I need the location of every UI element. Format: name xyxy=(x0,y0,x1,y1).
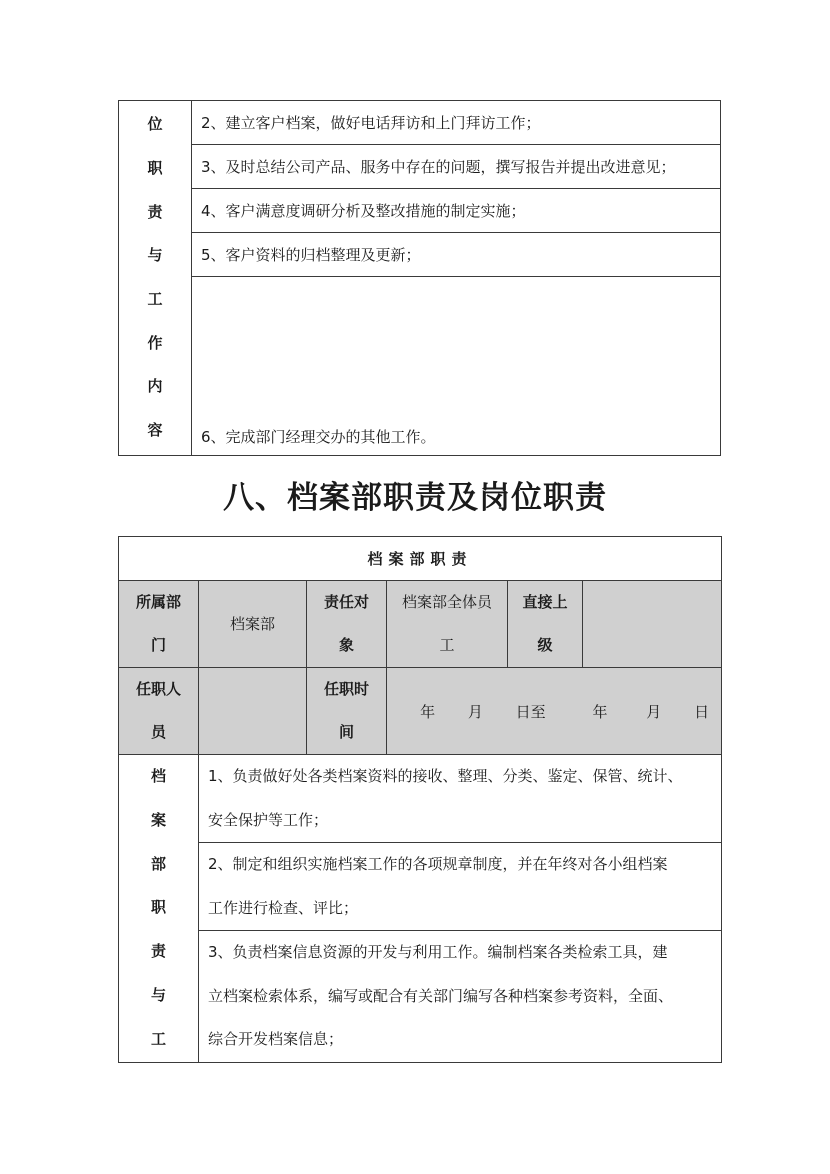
label-line: 象 xyxy=(338,636,354,654)
duty-item: 2、建立客户档案，做好电话拜访和上门拜访工作； xyxy=(192,101,721,145)
label-line: 所属部 xyxy=(135,593,181,611)
dept-label xyxy=(119,581,199,668)
label-line: 间 xyxy=(338,723,354,741)
date-part: 月 xyxy=(646,702,662,721)
side-label-char: 工 xyxy=(147,290,163,308)
duty-item: 4、客户满意度调研分析及整改措施的制定实施； xyxy=(192,189,721,233)
side-label-char: 案 xyxy=(150,810,166,829)
target-label xyxy=(307,581,387,668)
side-label-char: 工 xyxy=(150,1029,166,1048)
duty-line: 1、负责做好处各类档案资料的接收、整理、分类、鉴定、保管、统计、 xyxy=(208,767,683,785)
side-label-char: 部 xyxy=(150,854,166,873)
value-line: 档案部全体员 xyxy=(401,593,492,611)
value-line: 工 xyxy=(439,636,455,654)
duty-line: 工作进行检查、评比； xyxy=(208,898,359,917)
label-line: 责任对 xyxy=(323,593,369,611)
section-heading: 八、档案部职责及岗位职责 xyxy=(223,480,607,516)
duty-line: 立档案检索体系，编写或配合有关部门编写各种档案参考资料，全面、 xyxy=(208,986,674,1005)
term-label xyxy=(307,668,387,755)
person-label xyxy=(119,668,199,755)
dept-value: 档案部 xyxy=(199,581,307,668)
side-label-char: 与 xyxy=(147,246,163,265)
side-label-char: 容 xyxy=(147,421,163,440)
side-label-char: 职 xyxy=(147,158,163,177)
term-dates xyxy=(387,668,722,755)
side-label-char: 与 xyxy=(150,985,166,1004)
person-value xyxy=(199,668,307,755)
duty-line: 安全保护等工作； xyxy=(208,810,329,829)
duty-item: 6、完成部门经理交办的其他工作。 xyxy=(192,277,721,456)
side-label-char: 作 xyxy=(147,333,163,352)
duty-line: 综合开发档案信息； xyxy=(208,1030,344,1049)
duty-item xyxy=(199,755,722,843)
side-label-char: 责 xyxy=(147,202,163,221)
label-line: 直接上 xyxy=(522,593,568,611)
label-line: 门 xyxy=(150,636,166,654)
side-label-char: 内 xyxy=(147,377,163,396)
section-side-label xyxy=(119,755,199,1063)
date-part: 月 xyxy=(467,702,483,721)
label-line: 级 xyxy=(537,636,553,654)
duty-line: 2、制定和组织实施档案工作的各项规章制度，并在年终对各小组档案 xyxy=(208,855,668,874)
date-part: 年 xyxy=(592,702,608,721)
side-label-char: 职 xyxy=(150,898,166,917)
duty-item: 5、客户资料的归档整理及更新； xyxy=(192,233,721,277)
date-part: 日至 xyxy=(515,702,546,721)
date-part: 年 xyxy=(420,702,436,721)
duty-line: 3、负责档案信息资源的开发与利用工作。编制档案各类检索工具，建 xyxy=(208,943,668,962)
label-line: 员 xyxy=(150,723,166,741)
duty-item: 3、及时总结公司产品、服务中存在的问题，撰写报告并提出改进意见； xyxy=(192,145,721,189)
date-part: 日 xyxy=(694,702,710,721)
duty-item xyxy=(199,843,722,931)
duty-item xyxy=(199,931,722,1063)
table-caption: 档案部职责 xyxy=(119,537,722,581)
archive-department-table xyxy=(118,536,722,1063)
side-label-char: 责 xyxy=(150,942,166,961)
label-line: 任职人 xyxy=(135,680,181,698)
responsibility-table-continued xyxy=(118,100,721,456)
label-line: 任职时 xyxy=(323,680,369,698)
section-side-label xyxy=(119,101,192,456)
side-label-char: 档 xyxy=(150,767,166,785)
superior-label xyxy=(508,581,583,668)
superior-value xyxy=(583,581,722,668)
target-value xyxy=(387,581,508,668)
side-label-char: 位 xyxy=(147,115,163,134)
